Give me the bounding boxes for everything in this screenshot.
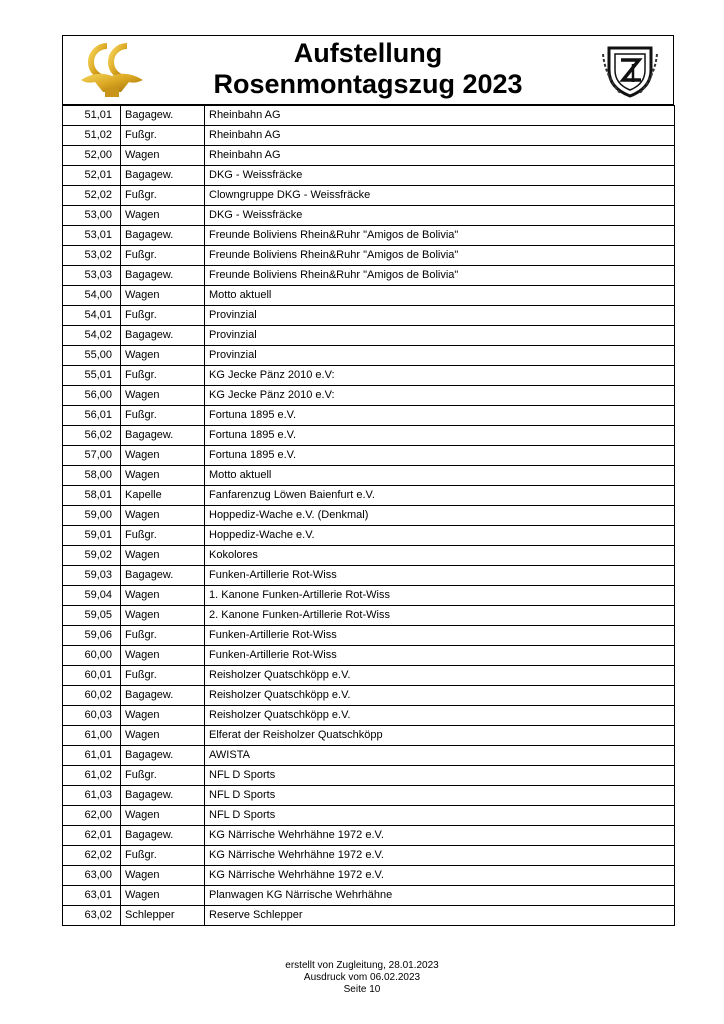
row-number: 52,00 [63,146,121,166]
row-type: Wagen [121,586,205,606]
row-group: KG Närrische Wehrhähne 1972 e.V. [205,866,675,886]
row-type: Bagagew. [121,786,205,806]
table-row [63,286,675,306]
row-group: Freunde Boliviens Rhein&Ruhr "Amigos de Bolivia" [205,246,675,266]
row-number: 57,00 [63,446,121,466]
table-row [63,366,675,386]
table-row [63,206,675,226]
row-number: 59,03 [63,566,121,586]
row-type: Bagagew. [121,326,205,346]
row-number: 63,00 [63,866,121,886]
table-row [63,606,675,626]
row-number: 62,01 [63,826,121,846]
table-row [63,826,675,846]
row-number: 55,00 [63,346,121,366]
row-type: Fußgr. [121,246,205,266]
row-number: 52,02 [63,186,121,206]
row-group: DKG - Weissfräcke [205,206,675,226]
table-row [63,406,675,426]
row-number: 58,01 [63,486,121,506]
table-row [63,326,675,346]
row-group: 1. Kanone Funken-Artillerie Rot-Wiss [205,586,675,606]
row-type: Bagagew. [121,226,205,246]
row-type: Wagen [121,866,205,886]
row-group: KG Jecke Pänz 2010 e.V: [205,386,675,406]
row-type: Fußgr. [121,306,205,326]
row-number: 56,02 [63,426,121,446]
table-row [63,866,675,886]
row-group: Clowngruppe DKG - Weissfräcke [205,186,675,206]
title-line-2: Rosenmontagszug 2023 [213,69,523,99]
footer-created: erstellt von Zugleitung, 28.01.2023 [285,960,439,971]
row-type: Fußgr. [121,846,205,866]
parade-table [62,105,675,926]
table-row [63,266,675,286]
row-group: Kokolores [205,546,675,566]
table-row [63,906,675,926]
row-group: Provinzial [205,326,675,346]
row-type: Fußgr. [121,766,205,786]
row-number: 61,03 [63,786,121,806]
table-row [63,146,675,166]
row-number: 62,02 [63,846,121,866]
footer-page-number: Seite 10 [343,984,381,995]
row-number: 54,01 [63,306,121,326]
row-group: NFL D Sports [205,806,675,826]
row-type: Fußgr. [121,366,205,386]
row-group: Rheinbahn AG [205,126,675,146]
table-row [63,586,675,606]
row-group: Reisholzer Quatschköpp e.V. [205,686,675,706]
row-type: Wagen [121,806,205,826]
row-group: Provinzial [205,346,675,366]
row-number: 52,01 [63,166,121,186]
row-type: Wagen [121,446,205,466]
page-footer [0,960,724,996]
row-group: Provinzial [205,306,675,326]
row-type: Wagen [121,706,205,726]
table-row [63,126,675,146]
table-row [63,386,675,406]
row-type: Wagen [121,506,205,526]
row-number: 56,01 [63,406,121,426]
row-group: Reserve Schlepper [205,906,675,926]
row-number: 60,02 [63,686,121,706]
row-group: Motto aktuell [205,286,675,306]
row-number: 62,00 [63,806,121,826]
row-group: Funken-Artillerie Rot-Wiss [205,566,675,586]
row-group: Hoppediz-Wache e.V. (Denkmal) [205,506,675,526]
row-number: 55,01 [63,366,121,386]
row-number: 51,02 [63,126,121,146]
row-type: Fußgr. [121,526,205,546]
row-type: Schlepper [121,906,205,926]
table-row [63,226,675,246]
footer-printed: Ausdruck vom 06.02.2023 [303,972,421,983]
row-type: Kapelle [121,486,205,506]
row-type: Wagen [121,606,205,626]
page-title [63,38,673,100]
row-group: KG Närrische Wehrhähne 1972 e.V. [205,826,675,846]
row-type: Bagagew. [121,566,205,586]
row-type: Wagen [121,726,205,746]
row-type: Bagagew. [121,826,205,846]
row-number: 56,00 [63,386,121,406]
row-group: Fortuna 1895 e.V. [205,406,675,426]
row-type: Wagen [121,346,205,366]
row-group: KG Närrische Wehrhähne 1972 e.V. [205,846,675,866]
row-number: 59,04 [63,586,121,606]
table-body [63,106,675,926]
row-group: Reisholzer Quatschköpp e.V. [205,666,675,686]
row-type: Wagen [121,646,205,666]
row-type: Fußgr. [121,186,205,206]
row-type: Bagagew. [121,166,205,186]
table-row [63,486,675,506]
table-row [63,546,675,566]
table-row [63,786,675,806]
row-number: 59,02 [63,546,121,566]
title-line-1: Aufstellung [293,38,443,68]
table-row [63,806,675,826]
row-type: Bagagew. [121,106,205,126]
row-group: Motto aktuell [205,466,675,486]
row-type: Fußgr. [121,666,205,686]
row-number: 53,02 [63,246,121,266]
row-number: 60,01 [63,666,121,686]
row-type: Wagen [121,286,205,306]
table-row [63,466,675,486]
row-number: 59,06 [63,626,121,646]
header [62,35,674,105]
row-group: Fortuna 1895 e.V. [205,446,675,466]
row-group: Fanfarenzug Löwen Baienfurt e.V. [205,486,675,506]
row-group: Planwagen KG Närrische Wehrhähne [205,886,675,906]
table-row [63,666,675,686]
table-row [63,346,675,366]
row-type: Wagen [121,886,205,906]
row-group: KG Jecke Pänz 2010 e.V: [205,366,675,386]
row-group: AWISTA [205,746,675,766]
row-number: 61,01 [63,746,121,766]
row-group: Freunde Boliviens Rhein&Ruhr "Amigos de Bolivia" [205,266,675,286]
table-row [63,306,675,326]
row-number: 61,00 [63,726,121,746]
table-row [63,446,675,466]
row-number: 59,00 [63,506,121,526]
table-row [63,106,675,126]
row-number: 53,03 [63,266,121,286]
row-number: 51,01 [63,106,121,126]
row-group: 2. Kanone Funken-Artillerie Rot-Wiss [205,606,675,626]
table-row [63,186,675,206]
row-group: Hoppediz-Wache e.V. [205,526,675,546]
row-group: DKG - Weissfräcke [205,166,675,186]
row-group: Freunde Boliviens Rhein&Ruhr "Amigos de Bolivia" [205,226,675,246]
row-type: Wagen [121,206,205,226]
table-row [63,526,675,546]
row-group: NFL D Sports [205,766,675,786]
row-type: Bagagew. [121,426,205,446]
table-row [63,846,675,866]
row-group: Elferat der Reisholzer Quatschköpp [205,726,675,746]
row-type: Fußgr. [121,626,205,646]
table-row [63,626,675,646]
table-row [63,166,675,186]
row-number: 59,05 [63,606,121,626]
row-type: Bagagew. [121,746,205,766]
document-page [62,35,674,926]
row-type: Fußgr. [121,126,205,146]
row-group: Rheinbahn AG [205,106,675,126]
table-row [63,566,675,586]
table-row [63,766,675,786]
row-type: Wagen [121,146,205,166]
row-number: 59,01 [63,526,121,546]
table-row [63,886,675,906]
table-row [63,686,675,706]
row-group: Rheinbahn AG [205,146,675,166]
table-row [63,506,675,526]
row-group: Reisholzer Quatschköpp e.V. [205,706,675,726]
row-number: 58,00 [63,466,121,486]
table-row [63,246,675,266]
row-type: Wagen [121,546,205,566]
row-number: 61,02 [63,766,121,786]
row-type: Wagen [121,386,205,406]
row-number: 60,03 [63,706,121,726]
table-row [63,726,675,746]
row-number: 54,00 [63,286,121,306]
table-row [63,706,675,726]
row-group: NFL D Sports [205,786,675,806]
row-group: Funken-Artillerie Rot-Wiss [205,646,675,666]
row-type: Bagagew. [121,686,205,706]
table-row [63,746,675,766]
row-type: Wagen [121,466,205,486]
row-number: 63,01 [63,886,121,906]
row-number: 54,02 [63,326,121,346]
row-group: Funken-Artillerie Rot-Wiss [205,626,675,646]
row-number: 53,00 [63,206,121,226]
row-number: 63,02 [63,906,121,926]
row-number: 60,00 [63,646,121,666]
zl-crest-icon [601,42,659,98]
row-number: 53,01 [63,226,121,246]
row-type: Fußgr. [121,406,205,426]
row-type: Bagagew. [121,266,205,286]
table-row [63,426,675,446]
table-row [63,646,675,666]
row-group: Fortuna 1895 e.V. [205,426,675,446]
